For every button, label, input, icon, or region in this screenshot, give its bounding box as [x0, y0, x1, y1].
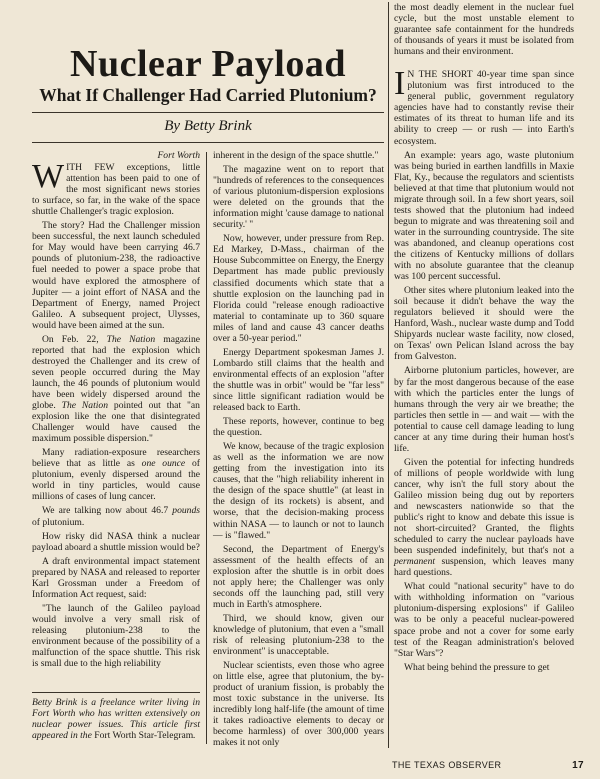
section-lead-paragraph: I N THE SHORT 40-year time span since plutonium was first introduced to the general public, government regulatory agencies have had to constantly revise their estimates of its threat to human life and its ability to creep — or rush — into Earth's ecosystem. — [394, 65, 574, 147]
page-number: 17 — [572, 760, 584, 771]
paragraph: Many radiation-exposure researchers believe that as little as one ounce of plutonium, evenly dispersed around the world in tiny particles, would cause millions of cases of lung cancer. — [32, 447, 200, 503]
author-note: Betty Brink is a freelance writer living in Fort Worth who has written extensively on nuclear power issues. This article first appeared in the Fort Worth Star-Telegram. — [32, 697, 200, 742]
dateline: Fort Worth — [157, 150, 200, 161]
paragraph: How risky did NASA think a nuclear payload aboard a shuttle mission would be? — [32, 530, 200, 553]
paragraph: The magazine went on to report that "hundreds of references to the consequences of various plutonium-dispersion explosions were deleted on the grounds that the information might 'cause damage to national security.' " — [213, 164, 384, 231]
paragraph: Nuclear scientists, even those who agree on little else, agree that plutonium, the by-product of uranium fission, is probably the most toxic substance in the universe. Its incredibly long half-life (the amount of time it takes radioactive elements to decay or become harmless) of over 300,000 years makes it not only — [213, 660, 384, 749]
paragraph: Given the potential for infecting hundreds of millions of people worldwide with lung cancer, why isn't the full story about the Galileo mission being dug out by reporters and newscasters nationwide so that the public's right to know and debate this issue is not short-circuited? Granted, the flights scheduled to carry the nuclear payloads have been suspended indefinitely, but that's not a permanent suspension, which leaves many hard questions. — [394, 456, 574, 579]
paragraph: What could "national security" have to do with withholding information on "various plutonium-dispersing explosions" if Galileo was to be only a peaceful nuclear-powered space probe and not a cover for some early test of the Reagan administration's beloved "Star Wars"? — [394, 581, 574, 659]
headline-block — [32, 44, 384, 106]
paragraph: Now, however, under pressure from Rep. Ed Markey, D-Mass., chairman of the House Subcommittee on Energy, the Energy Department has made public previously classified documents which state that a shuttle explosion on the launching pad in Florida could "release enough radioactive material to contaminate up to 360 square miles of land and cause 43 cancer deaths over a 50-year period." — [213, 233, 384, 344]
column-3 — [394, 2, 574, 676]
paragraph: Third, we should know, given our knowledge of plutonium, that even a "small risk of releasing plutonium-238 to the environment" is unacceptable. — [213, 612, 384, 658]
article-title: Nuclear Payload — [70, 43, 346, 85]
paragraph: "The launch of the Galileo payload would involve a very small risk of releasing plutonium-238 to the environment because of the possibility of a malfunction of the space shuttle. This risk is small due to the high reliability — [32, 602, 200, 670]
paragraph: What being behind the pressure to get — [404, 661, 550, 673]
paragraph: A draft environmental impact statement prepared by NASA and released to reporter Karl Grossman under a Freedom of Information Act request, said: — [32, 555, 200, 600]
column-1 — [32, 150, 200, 672]
paragraph: the most deadly element in the nuclear fuel cycle, but the most unstable element to guarantee safe containment for the hundreds of thousands of years it must be isolated from humans and their environment. — [394, 2, 574, 58]
column-2 — [213, 150, 384, 751]
paragraph: On Feb. 22, The Nation magazine reported that had the explosion which destroyed the Challenger and its crew of seven people occurred during the May launch, the 46 pounds of plutonium would have been widely dispersed around the globe. The Nation pointed out that "an explosion like the one that disintegrated Challenger would have caused the maximum possible dispersion." — [32, 333, 200, 445]
paragraph: Airborne plutonium particles, however, are by far the most dangerous because of the ease with which the particles enter the lungs of humans through the very air we breathe; the particles then settle in — and wait — with the potential to cause cell damage leading to lung cancer at any time during their human host's life. — [394, 365, 574, 454]
lead-paragraph: WITH FEW exceptions, little attention has been paid to one of the most significant news stories to surface, so far, in the wake of the space shuttle Challenger's tragic explosion. — [32, 158, 200, 218]
paragraph: Other sites where plutonium leaked into the soil because it didn't behave the way the regulators believed it should were the Hanford, Wash., nuclear waste dump and Todd Shipyards nuclear waste facility, now closed, on Texas' own Pelican Island across the bay from Galveston. — [394, 285, 574, 363]
byline: By Betty Brink — [164, 118, 252, 134]
drop-cap: W — [32, 158, 65, 196]
column-divider-1 — [206, 152, 207, 744]
headline-rule-top — [32, 112, 384, 113]
paragraph: An example: years ago, waste plutonium was being buried in earthen landfills in Maxie Flat, Ky., because the regulators and scientists believed at that time that plutonium would not migrate through soil. In a few short years, soil tests showed that the plutonium had indeed begun to migrate and was threatening soil and water in the surrounding countryside. The site was abandoned, and cleanup operations cost the citizens of Kentucky millions of dollars with no absolute guarantee that the cleanup was 100 percent successful. — [394, 149, 574, 283]
drop-cap: I — [394, 65, 406, 103]
paragraph: Second, the Department of Energy's assessment of the health effects of an explosion after the shuttle is in orbit does not apply here; the Challenger was only seconds off the launching pad, still very much in Earth's atmosphere. — [213, 543, 384, 610]
headline-rule-bottom — [32, 142, 384, 143]
article-subtitle: What If Challenger Had Carried Plutonium? — [39, 85, 377, 105]
page-footer — [392, 760, 584, 771]
column-divider-2 — [388, 2, 389, 748]
paragraph: We know, because of the tragic explosion as well as the information we are now getting from the investigation into its causes, that the "high reliability inherent in the design of the space shuttle" (at least in the design of its rockets) is absent, and worse, that the decision-making process within NASA — to launch or not to launch — is "flawed." — [213, 441, 384, 541]
paragraph: We are talking now about 46.7 pounds of plutonium. — [32, 505, 200, 528]
paragraph: inherent in the design of the space shuttle." — [213, 150, 379, 161]
author-note-rule — [32, 692, 200, 693]
paragraph: Energy Department spokesman James J. Lombardo still claims that the health and environmental effects of an explosion "after the shuttle was in orbit" would be "far less" since little significant radiation would be released back to Earth. — [213, 346, 384, 414]
paragraph: These reports, however, continue to beg the question. — [213, 416, 384, 439]
paragraph: The story? Had the Challenger mission been successful, the next launch scheduled for May would have been carrying 46.7 pounds of plutonium-238, the radioactive fuel needed to power a space probe that would have explored the atmosphere of Jupiter — a joint effort of NASA and the Department of Energy, named Project Galileo. A subsequent project, Ulysses, would have been aimed at the sun. — [32, 220, 200, 331]
publication-name: THE TEXAS OBSERVER — [392, 760, 502, 770]
